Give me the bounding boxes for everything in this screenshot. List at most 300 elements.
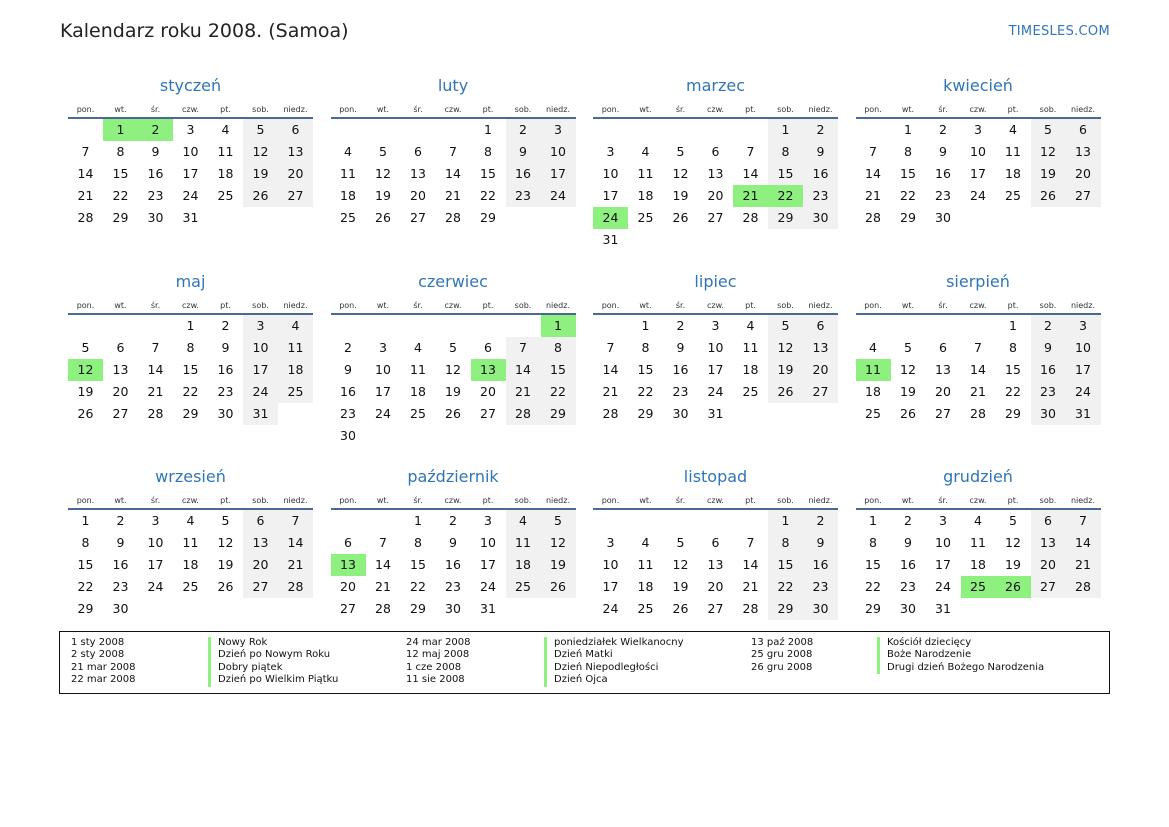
weekday-label: niedz. [808, 105, 833, 114]
day-cell: 29 [865, 601, 881, 616]
weekday-header [593, 293, 838, 315]
day-cell: 28 [147, 405, 164, 421]
day-cell: 1 [869, 513, 877, 528]
day-cell: 22 [182, 383, 199, 399]
day-cell: 18 [865, 383, 881, 399]
day-cell: 20 [707, 188, 724, 203]
empty-cell [331, 119, 366, 141]
day-cell: 19 [1005, 557, 1021, 572]
weekday-label: wt. [376, 496, 390, 505]
day-cell: 19 [445, 383, 461, 399]
day-cell: 13 [935, 361, 951, 377]
day-cell: 6 [1031, 510, 1066, 532]
empty-cell [926, 315, 961, 337]
day-cell: 13 [1066, 141, 1101, 163]
day-cell: 30 [803, 207, 838, 229]
weekday-label: śr. [150, 300, 161, 310]
day-cell: 1 [81, 513, 90, 528]
legend-date: 1 sty 2008 [71, 637, 125, 648]
day-cell: 21 [602, 383, 619, 399]
day-cell: 14 [375, 557, 391, 572]
day-cell: 10 [970, 144, 986, 159]
weekday-label: wt. [901, 105, 915, 114]
day-cell: 20 [340, 579, 356, 594]
day-cell: 25 [637, 210, 654, 225]
day-cell: 29 [768, 598, 803, 620]
day-cell: 28 [602, 405, 619, 421]
month-name: lipiec [694, 271, 737, 291]
holiday-day-cell: 1 [541, 315, 576, 337]
day-cell: 13 [707, 166, 724, 181]
day-cell: 8 [768, 532, 803, 554]
day-cell: 7 [81, 144, 90, 159]
weekday-label: śr. [675, 105, 686, 114]
month-name: kwiecień [943, 76, 1013, 95]
day-cell: 5 [904, 339, 912, 355]
legend-date: 12 maj 2008 [406, 649, 470, 661]
day-cell: 9 [803, 532, 838, 554]
day-cell: 2 [344, 339, 352, 355]
day-cell: 14 [506, 359, 541, 381]
day-cell: 24 [480, 579, 496, 594]
weekday-label: niedz. [545, 496, 571, 505]
day-cell: 21 [865, 188, 881, 203]
day-cell: 18 [506, 554, 541, 576]
days-grid [68, 119, 313, 229]
day-cell: 2 [221, 317, 230, 333]
day-cell: 11 [506, 532, 541, 554]
day-cell: 6 [116, 339, 125, 355]
day-cell: 6 [1066, 119, 1101, 141]
day-cell: 29 [1005, 405, 1021, 421]
day-cell: 4 [221, 122, 230, 137]
day-cell: 12 [375, 166, 391, 181]
legend-date: 24 mar 2008 [406, 637, 471, 648]
day-cell: 15 [865, 557, 881, 572]
day-cell: 27 [243, 576, 278, 598]
holiday-legend [59, 631, 1110, 694]
day-cell: 14 [77, 166, 94, 181]
day-cell: 22 [410, 579, 426, 594]
day-cell: 1 [904, 122, 912, 137]
month-calendar [68, 270, 313, 466]
day-cell: 5 [81, 339, 90, 355]
weekday-label: śr. [413, 300, 423, 310]
day-cell: 17 [541, 163, 576, 185]
day-cell: 11 [970, 535, 986, 550]
holiday-day-cell: 24 [593, 207, 628, 229]
day-cell: 20 [243, 554, 278, 576]
day-cell: 10 [602, 557, 619, 572]
day-cell: 2 [803, 510, 838, 532]
day-cell: 23 [1031, 381, 1066, 403]
day-cell: 22 [637, 383, 654, 399]
day-cell: 20 [112, 383, 129, 399]
weekday-label: śr. [938, 105, 948, 114]
weekday-label: pt. [482, 300, 494, 310]
weekday-label: niedz. [808, 496, 833, 505]
day-cell: 16 [147, 166, 164, 181]
day-cell: 10 [541, 141, 576, 163]
day-cell: 16 [1031, 359, 1066, 381]
weekday-label: czw. [969, 496, 987, 505]
page-title: Kalendarz roku 2008. (Samoa) [60, 20, 349, 42]
day-cell: 6 [711, 535, 720, 550]
empty-cell [366, 315, 401, 337]
weekday-label: pon. [864, 300, 882, 310]
day-cell: 19 [375, 188, 391, 203]
empty-cell [856, 315, 891, 337]
empty-cell [628, 119, 663, 141]
day-cell: 27 [340, 601, 356, 616]
day-cell: 19 [243, 163, 278, 185]
weekday-label: pt. [1007, 105, 1019, 114]
day-cell: 10 [602, 166, 619, 181]
day-cell: 10 [1066, 337, 1101, 359]
day-cell: 9 [676, 339, 685, 355]
day-cell: 25 [278, 381, 313, 403]
day-cell: 21 [445, 188, 461, 203]
day-cell: 6 [711, 144, 720, 159]
day-cell: 10 [243, 337, 278, 359]
day-cell: 8 [186, 339, 195, 355]
day-cell: 26 [77, 405, 94, 421]
day-cell: 18 [970, 557, 986, 572]
months-grid [68, 74, 1102, 661]
day-cell: 30 [900, 601, 916, 616]
weekday-label: sob. [514, 300, 532, 310]
legend-date: 1 cze 2008 [406, 661, 462, 673]
empty-cell [366, 119, 401, 141]
day-cell: 20 [803, 359, 838, 381]
day-cell: 3 [939, 513, 947, 528]
day-cell: 16 [445, 557, 461, 572]
day-cell: 12 [445, 361, 461, 377]
day-cell: 18 [182, 557, 199, 572]
legend-holiday-name: Dzień Matki [544, 649, 613, 661]
day-cell: 2 [506, 119, 541, 141]
empty-cell [436, 315, 471, 337]
weekday-label: sob. [777, 300, 794, 310]
day-cell: 22 [112, 188, 129, 203]
day-cell: 9 [151, 144, 160, 159]
legend-holiday-name: Dobry piątek [208, 662, 283, 674]
day-cell: 15 [541, 359, 576, 381]
weekday-label: wt. [376, 300, 390, 310]
day-cell: 16 [803, 163, 838, 185]
day-cell: 11 [182, 535, 199, 550]
day-cell: 21 [77, 188, 94, 203]
day-cell: 27 [1031, 576, 1066, 598]
day-cell: 5 [676, 144, 685, 159]
empty-cell [401, 119, 436, 141]
day-cell: 5 [1031, 119, 1066, 141]
weekday-label: wt. [639, 496, 652, 505]
day-cell: 15 [77, 557, 94, 572]
day-cell: 27 [707, 210, 724, 225]
day-cell: 7 [746, 535, 755, 550]
day-cell: 9 [803, 141, 838, 163]
weekday-label: śr. [150, 496, 161, 505]
day-cell: 21 [970, 383, 986, 399]
day-cell: 19 [672, 188, 689, 203]
day-cell: 23 [672, 383, 689, 399]
empty-cell [733, 510, 768, 532]
days-grid [331, 510, 576, 620]
day-cell: 6 [243, 510, 278, 532]
weekday-label: pt. [1007, 496, 1019, 505]
legend-date: 13 paź 2008 [751, 637, 814, 648]
day-cell: 26 [445, 405, 461, 421]
day-cell: 4 [974, 513, 982, 528]
day-cell: 11 [742, 339, 759, 355]
days-grid [331, 315, 576, 447]
day-cell: 2 [1031, 315, 1066, 337]
day-cell: 28 [970, 405, 986, 421]
day-cell: 19 [1031, 163, 1066, 185]
day-cell: 23 [445, 579, 461, 594]
day-cell: 9 [1031, 337, 1066, 359]
month-calendar [68, 74, 313, 270]
day-cell: 16 [506, 163, 541, 185]
month-name: sierpień [946, 271, 1010, 291]
day-cell: 15 [768, 554, 803, 576]
day-cell: 28 [742, 601, 759, 616]
day-cell: 26 [243, 185, 278, 207]
day-cell: 30 [935, 210, 951, 225]
day-cell: 10 [480, 535, 496, 550]
day-cell: 17 [970, 166, 986, 181]
days-grid [68, 510, 313, 620]
day-cell: 5 [379, 144, 387, 159]
day-cell: 25 [182, 579, 199, 594]
day-cell: 19 [768, 359, 803, 381]
day-cell: 31 [243, 403, 278, 425]
day-cell: 4 [186, 513, 195, 528]
day-cell: 3 [711, 317, 720, 333]
day-cell: 14 [278, 532, 313, 554]
day-cell: 24 [935, 579, 951, 594]
day-cell: 23 [147, 188, 164, 203]
day-cell: 28 [278, 576, 313, 598]
day-cell: 3 [379, 339, 387, 355]
day-cell: 13 [1031, 532, 1066, 554]
legend-holiday-name: Nowy Rok [208, 637, 267, 649]
day-cell: 31 [1066, 403, 1101, 425]
day-cell: 6 [803, 315, 838, 337]
day-cell: 18 [340, 188, 356, 203]
day-cell: 29 [77, 601, 94, 616]
legend-date: 22 mar 2008 [71, 674, 136, 686]
day-cell: 23 [803, 576, 838, 598]
day-cell: 1 [1009, 317, 1017, 333]
day-cell: 16 [112, 557, 129, 572]
day-cell: 20 [935, 383, 951, 399]
day-cell: 24 [602, 601, 619, 616]
weekday-label: pt. [1007, 300, 1019, 310]
days-grid [856, 315, 1101, 425]
day-cell: 15 [480, 166, 496, 181]
day-cell: 12 [672, 166, 689, 181]
weekday-label: niedz. [1070, 496, 1096, 505]
month-name: listopad [683, 467, 748, 486]
day-cell: 13 [410, 166, 426, 181]
weekday-header [856, 97, 1101, 119]
weekday-label: niedz. [1070, 300, 1096, 310]
weekday-label: wt. [901, 496, 915, 505]
day-cell: 10 [935, 535, 951, 550]
day-cell: 9 [116, 535, 125, 550]
weekday-label: sob. [777, 105, 794, 114]
day-cell: 18 [278, 359, 313, 381]
day-cell: 17 [480, 557, 496, 572]
day-cell: 7 [506, 337, 541, 359]
day-cell: 3 [606, 144, 615, 159]
day-cell: 8 [641, 339, 650, 355]
day-cell: 24 [375, 405, 391, 421]
day-cell: 17 [707, 361, 724, 377]
legend-holiday-name: Dzień po Nowym Roku [208, 649, 330, 661]
brand-link[interactable]: TIMESLES.COM [1008, 24, 1110, 39]
day-cell: 15 [637, 361, 654, 377]
empty-cell [138, 315, 173, 337]
day-cell: 31 [480, 601, 496, 616]
day-cell: 7 [869, 144, 877, 159]
legend-date: 21 mar 2008 [71, 661, 136, 673]
weekday-label: sob. [514, 496, 532, 505]
day-cell: 6 [414, 144, 422, 159]
day-cell: 28 [1066, 576, 1101, 598]
day-cell: 16 [340, 383, 356, 399]
day-cell: 14 [445, 166, 461, 181]
weekday-label: pon. [601, 105, 620, 114]
day-cell: 29 [637, 405, 654, 421]
weekday-label: pon. [864, 105, 882, 114]
day-cell: 30 [112, 601, 129, 616]
holiday-day-cell: 13 [471, 359, 506, 381]
weekday-header [593, 97, 838, 119]
day-cell: 23 [506, 185, 541, 207]
weekday-label: pon. [339, 300, 357, 310]
day-cell: 23 [900, 579, 916, 594]
day-cell: 17 [602, 579, 619, 594]
legend-date: 11 sie 2008 [406, 674, 465, 686]
weekday-label: pt. [220, 496, 231, 505]
day-cell: 4 [414, 339, 422, 355]
day-cell: 19 [541, 554, 576, 576]
weekday-label: pon. [76, 496, 95, 505]
day-cell: 6 [484, 339, 492, 355]
day-cell: 14 [147, 361, 164, 377]
weekday-label: wt. [376, 105, 390, 114]
day-cell: 26 [900, 405, 916, 421]
weekday-label: śr. [413, 496, 423, 505]
empty-cell [436, 119, 471, 141]
day-cell: 22 [541, 381, 576, 403]
weekday-label: czw. [969, 105, 987, 114]
day-cell: 10 [147, 535, 164, 550]
weekday-label: czw. [969, 300, 987, 310]
day-cell: 24 [243, 381, 278, 403]
day-cell: 24 [541, 185, 576, 207]
day-cell: 22 [480, 188, 496, 203]
day-cell: 18 [217, 166, 234, 181]
empty-cell [68, 315, 103, 337]
day-cell: 10 [707, 339, 724, 355]
weekday-label: sob. [1039, 496, 1057, 505]
empty-cell [698, 119, 733, 141]
weekday-label: śr. [413, 105, 423, 114]
day-cell: 8 [116, 144, 125, 159]
weekday-label: czw. [707, 300, 724, 310]
day-cell: 11 [637, 557, 654, 572]
day-cell: 24 [182, 188, 199, 203]
day-cell: 15 [768, 163, 803, 185]
holiday-day-cell: 11 [856, 359, 891, 381]
weekday-label: śr. [675, 496, 686, 505]
legend-holiday-name: Drugi dzień Bożego Narodzenia [877, 662, 1044, 674]
day-cell: 28 [77, 210, 94, 225]
day-cell: 27 [803, 381, 838, 403]
day-cell: 30 [340, 427, 356, 443]
day-cell: 12 [541, 532, 576, 554]
weekday-label: wt. [901, 300, 915, 310]
day-cell: 12 [217, 535, 234, 550]
weekday-label: wt. [114, 496, 127, 505]
day-cell: 6 [939, 339, 947, 355]
weekday-label: czw. [182, 105, 199, 114]
day-cell: 8 [541, 337, 576, 359]
day-cell: 8 [81, 535, 90, 550]
day-cell: 14 [602, 361, 619, 377]
empty-cell [401, 315, 436, 337]
weekday-label: sob. [1039, 300, 1057, 310]
day-cell: 4 [506, 510, 541, 532]
days-grid [68, 315, 313, 425]
weekday-label: wt. [114, 105, 127, 114]
weekday-label: pon. [339, 496, 357, 505]
day-cell: 26 [375, 210, 391, 225]
day-cell: 28 [865, 210, 881, 225]
day-cell: 18 [1005, 166, 1021, 181]
empty-cell [366, 510, 401, 532]
empty-cell [593, 510, 628, 532]
day-cell: 8 [484, 144, 492, 159]
month-calendar [593, 74, 838, 270]
day-cell: 12 [1031, 141, 1066, 163]
day-cell: 9 [449, 535, 457, 550]
day-cell: 11 [637, 166, 654, 181]
day-cell: 25 [217, 188, 234, 203]
empty-cell [733, 119, 768, 141]
day-cell: 20 [480, 383, 496, 399]
holiday-day-cell: 25 [961, 576, 996, 598]
day-cell: 25 [1005, 188, 1021, 203]
day-cell: 3 [484, 513, 492, 528]
weekday-label: sob. [252, 300, 269, 310]
weekday-label: czw. [444, 496, 462, 505]
day-cell: 1 [641, 317, 650, 333]
weekday-label: czw. [707, 496, 724, 505]
weekday-label: pt. [745, 300, 756, 310]
day-cell: 2 [116, 513, 125, 528]
day-cell: 27 [410, 210, 426, 225]
weekday-label: śr. [938, 300, 948, 310]
day-cell: 13 [803, 337, 838, 359]
empty-cell [663, 119, 698, 141]
weekday-label: niedz. [545, 300, 571, 310]
day-cell: 2 [449, 513, 457, 528]
